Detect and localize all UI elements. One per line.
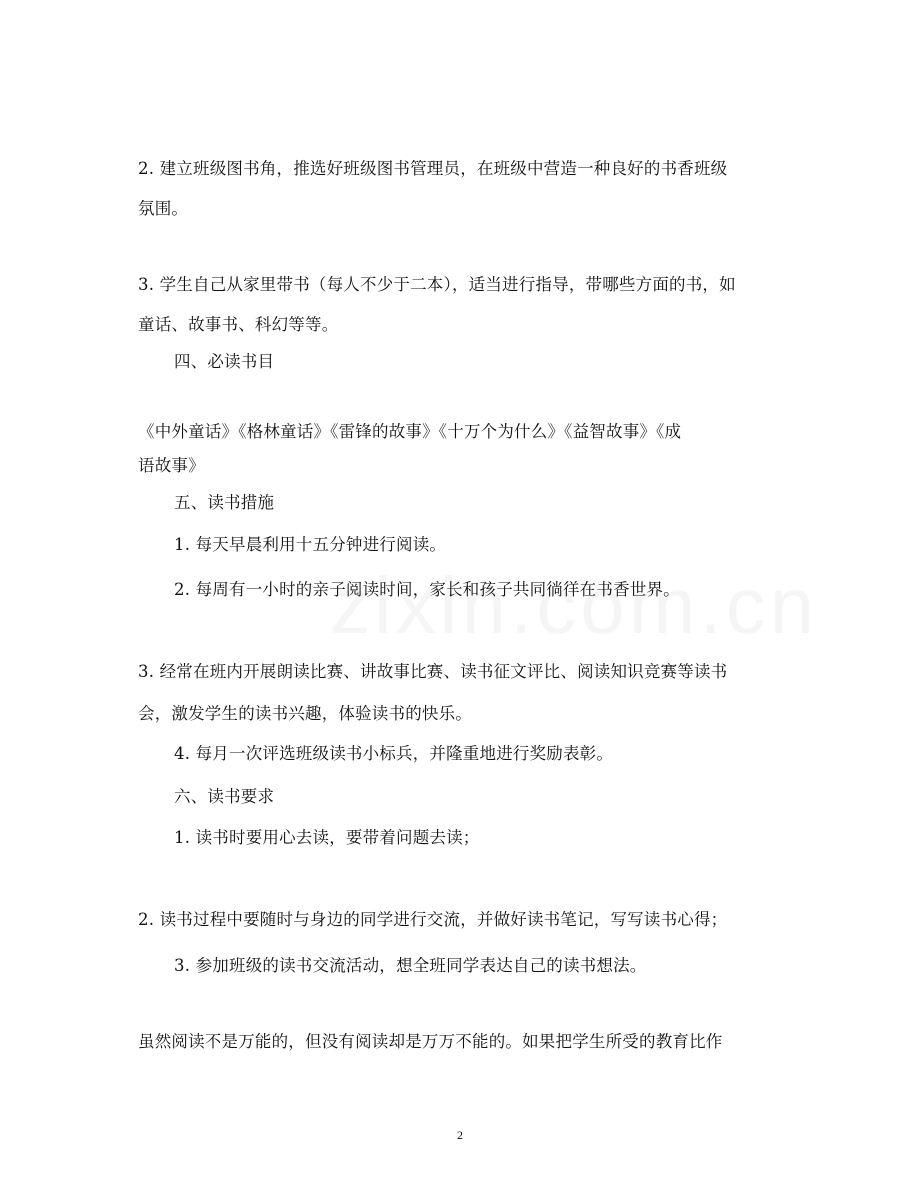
paragraph-line: 3. 经常在班内开展朗读比赛、讲故事比赛、读书征文评比、阅读知识竞赛等读书 — [138, 662, 728, 681]
list-item: 1. 每天早晨利用十五分钟进行阅读。 — [174, 535, 447, 554]
list-item: 1. 读书时要用心去读，要带着问题去读； — [174, 828, 480, 847]
list-item: 4. 每月一次评选班级读书小标兵，并隆重地进行奖励表彰。 — [174, 744, 614, 763]
paragraph-line: 氛围。 — [138, 199, 189, 218]
section-heading: 五、读书措施 — [174, 493, 275, 512]
paragraph-line: 童话、故事书、科幻等等。 — [138, 315, 339, 334]
section-heading: 六、读书要求 — [174, 787, 275, 806]
watermark — [330, 560, 818, 652]
paragraph-line: 会，激发学生的读书兴趣，体验读书的快乐。 — [138, 704, 472, 723]
paragraph-line: 2. 建立班级图书角，推选好班级图书管理员，在班级中营造一种良好的书香班级 — [138, 159, 728, 178]
paragraph-line: 《中外童话》《格林童话》《雷锋的故事》《十万个为什么》《益智故事》《成 — [138, 422, 682, 441]
paragraph-line: 语故事》 — [138, 456, 205, 475]
list-item: 2. 每周有一小时的亲子阅读时间，家长和孩子共同徜徉在书香世界。 — [174, 580, 680, 599]
paragraph-line: 2. 读书过程中要随时与身边的同学进行交流，并做好读书笔记，写写读书心得； — [138, 910, 728, 929]
paragraph-line: 3. 学生自己从家里带书（每人不少于二本），适当进行指导，带哪些方面的书，如 — [138, 275, 736, 294]
section-heading: 四、必读书目 — [174, 352, 275, 371]
paragraph-line: 虽然阅读不是万能的，但没有阅读却是万万不能的。如果把学生所受的教育比作 — [138, 1032, 723, 1051]
page-number: 2 — [457, 1128, 463, 1142]
list-item: 3. 参加班级的读书交流活动，想全班同学表达自己的读书想法。 — [174, 956, 647, 975]
